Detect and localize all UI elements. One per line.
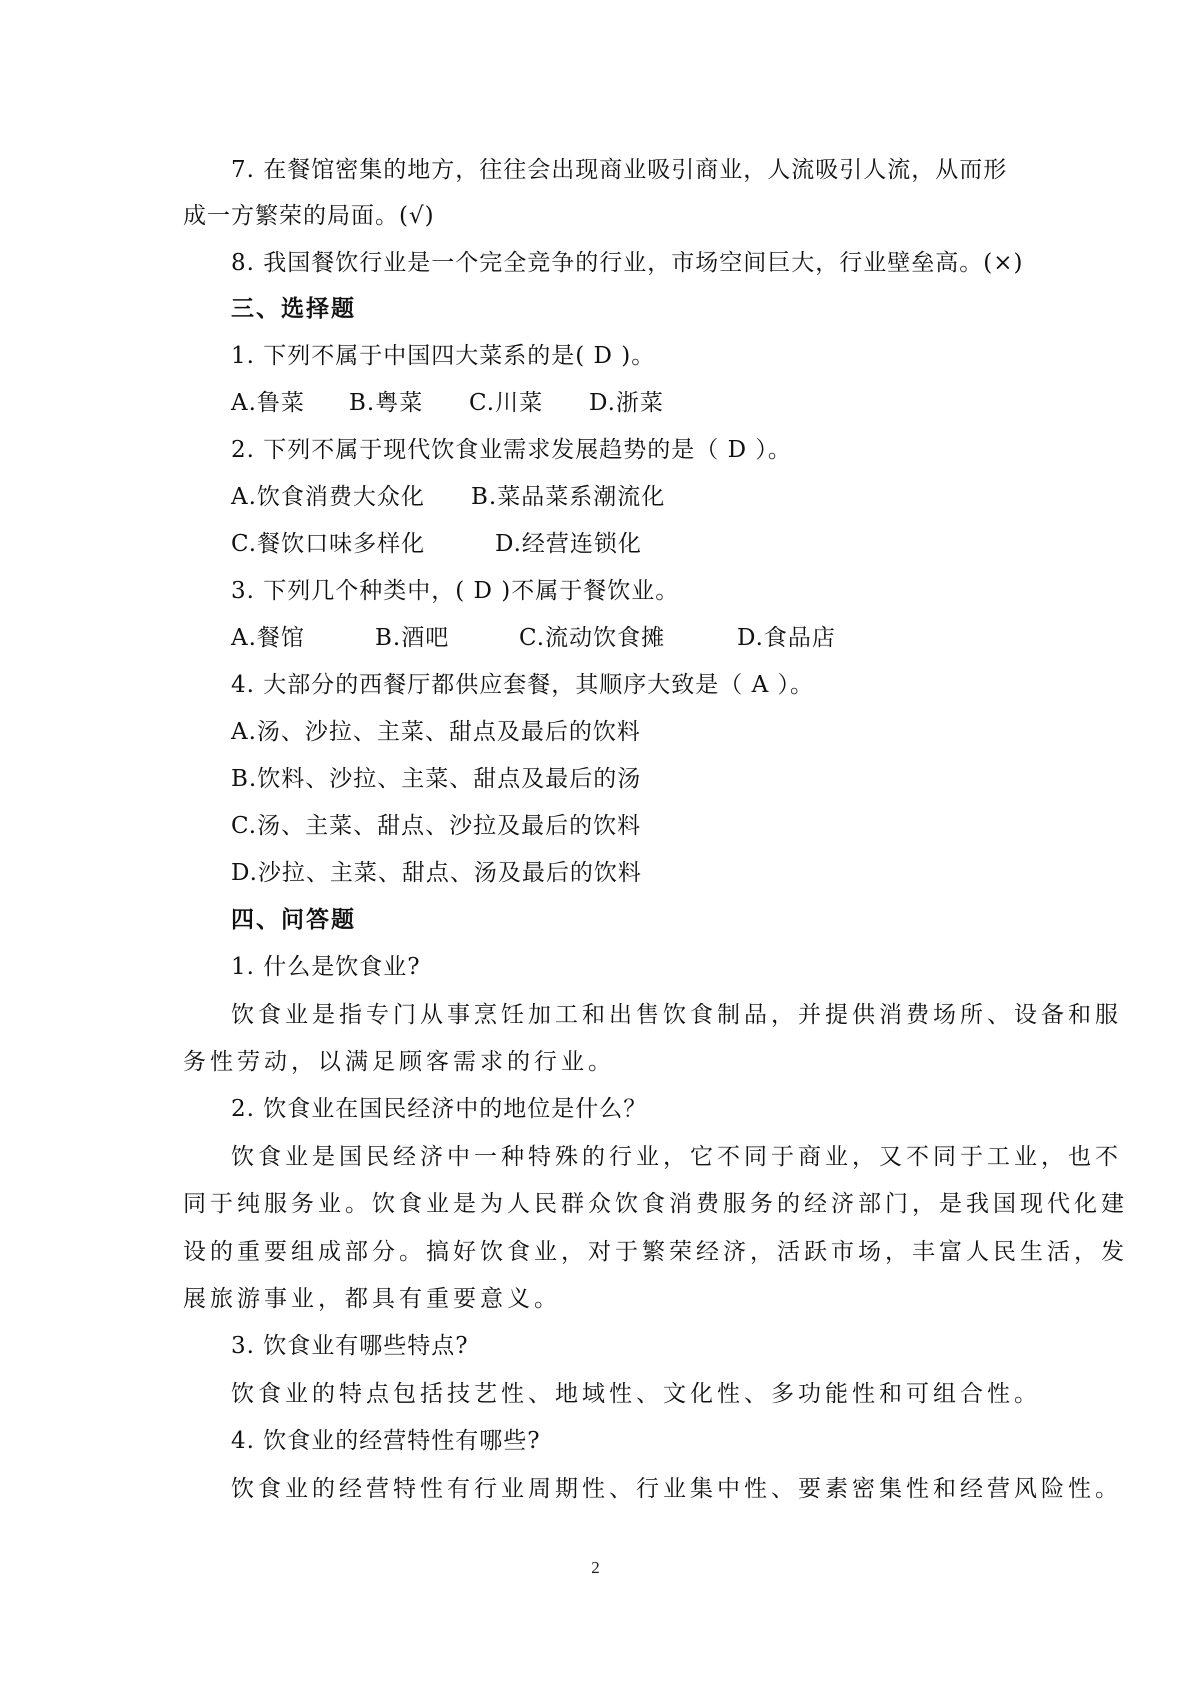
tf-question-8: 8. 我国餐饮行业是一个完全竞争的行业，市场空间巨大，行业壁垒高。(×) xyxy=(231,250,1024,276)
qa-question-1: 1. 什么是饮食业? xyxy=(231,954,421,980)
mc-question-2-options-row1 xyxy=(231,482,665,512)
mc-question-4-option-c: C.汤、主菜、甜点、沙拉及最后的饮料 xyxy=(231,813,642,839)
mc-question-4-stem: 4. 大部分的西餐厅都供应套餐，其顺序大致是（ A ）。 xyxy=(231,672,814,698)
qa-answer-4: 饮食业的经营特性有行业周期性、行业集中性、要素密集性和经营风险性。 xyxy=(231,1476,1122,1502)
qa-question-3: 3. 饮食业有哪些特点? xyxy=(231,1333,469,1359)
mc-question-1-stem: 1. 下列不属于中国四大菜系的是( D )。 xyxy=(231,343,656,369)
mc-question-4-option-a: A.汤、沙拉、主菜、甜点及最后的饮料 xyxy=(231,719,641,745)
section-heading-choice: 三、选择题 xyxy=(231,296,356,322)
qa-question-2: 2. 饮食业在国民经济中的地位是什么？ xyxy=(231,1096,648,1122)
mc-option: A.鲁菜 xyxy=(231,390,305,416)
qa-answer-2-line2: 同于纯服务业。饮食业是为人民群众饮食消费服务的经济部门，是我国现代化建 xyxy=(183,1191,1128,1217)
mc-option: D.食品店 xyxy=(737,625,836,651)
qa-answer-1-line1: 饮食业是指专门从事烹饪加工和出售饮食制品，并提供消费场所、设备和服 xyxy=(231,1002,1122,1028)
mc-question-3-options xyxy=(231,623,836,653)
mc-option: B.酒吧 xyxy=(375,625,450,651)
qa-question-4: 4. 饮食业的经营特性有哪些? xyxy=(231,1428,541,1454)
tf-question-7-line2: 成一方繁荣的局面。(√) xyxy=(183,203,435,229)
qa-answer-3: 饮食业的特点包括技艺性、地域性、文化性、多功能性和可组合性。 xyxy=(231,1381,1041,1407)
mc-option: D.浙菜 xyxy=(589,390,664,416)
mc-question-3-stem: 3. 下列几个种类中，( D )不属于餐饮业。 xyxy=(231,578,680,604)
mc-option: B.菜品菜系潮流化 xyxy=(471,484,666,510)
mc-option: A.饮食消费大众化 xyxy=(231,484,425,510)
mc-question-2-options-row2 xyxy=(231,529,642,559)
mc-option: C.流动饮食摊 xyxy=(519,625,666,651)
mc-option: B.粤菜 xyxy=(349,390,424,416)
page-number: 2 xyxy=(591,1558,600,1577)
qa-answer-1-line2: 务性劳动，以满足顾客需求的行业。 xyxy=(183,1049,615,1075)
tf-question-7-line1: 7. 在餐馆密集的地方，往往会出现商业吸引商业，人流吸引人流，从而形 xyxy=(231,157,1008,183)
mc-question-4-option-d: D.沙拉、主菜、甜点、汤及最后的饮料 xyxy=(231,860,642,886)
qa-answer-2-line1: 饮食业是国民经济中一种特殊的行业，它不同于商业，又不同于工业，也不 xyxy=(231,1144,1122,1170)
section-heading-qa: 四、问答题 xyxy=(231,907,356,933)
qa-answer-2-line4: 展旅游事业，都具有重要意义。 xyxy=(183,1286,561,1312)
mc-option: A.餐馆 xyxy=(231,625,305,651)
mc-option: C.餐饮口味多样化 xyxy=(231,531,426,557)
qa-answer-2-line3: 设的重要组成部分。搞好饮食业，对于繁荣经济，活跃市场，丰富人民生活，发 xyxy=(183,1239,1128,1265)
mc-question-1-options xyxy=(231,388,664,418)
mc-question-4-option-b: B.饮料、沙拉、主菜、甜点及最后的汤 xyxy=(231,766,642,792)
mc-option: D.经营连锁化 xyxy=(495,531,642,557)
mc-option: C.川菜 xyxy=(469,390,544,416)
mc-question-2-stem: 2. 下列不属于现代饮食业需求发展趋势的是（ D ）。 xyxy=(231,437,792,463)
